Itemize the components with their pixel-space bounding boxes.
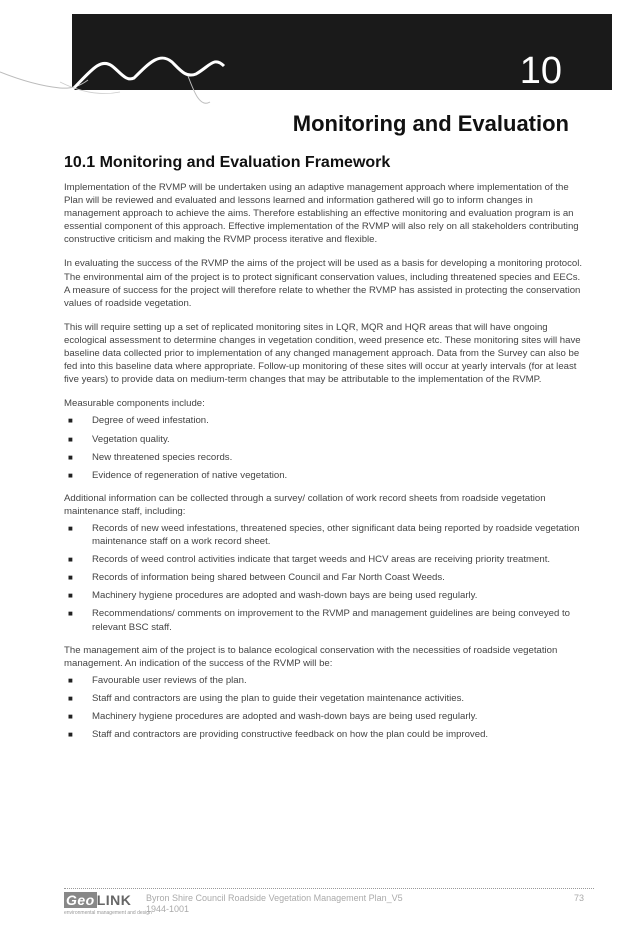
- footer-doc-number: 1944-1001: [146, 904, 190, 914]
- list-item: ■ Evidence of regeneration of native vegetation.: [68, 469, 288, 481]
- section-heading: 10.1 Monitoring and Evaluation Framework: [64, 154, 391, 171]
- paragraph-monitoring-sites: This will require setting up a set of replicated monitoring sites in LQR, MQR and HQR areas that will have ongoing ecological assessment to determine changes in vegetation condition, weed presence etc. These monitoring sites will have baseline data collected prior to implementation of any changed management approach. Data from the Survey can also be fed into this baseline data where appropriate. Follow-up monitoring of these sites will occur at yearly intervals (for at least five years) to provide data on medium-term changes that may be attributable to the implementation of the RVMP.: [64, 321, 581, 386]
- bullet-icon: ■: [68, 712, 73, 721]
- bullet-icon: ■: [68, 693, 73, 703]
- list-item: ■ Staff and contractors are using the plan to guide their vegetation maintenance activities.: [68, 692, 465, 704]
- footer-doc-title: Byron Shire Council Roadside Vegetation Management Plan_V5: [146, 893, 403, 903]
- bullet-icon: ■: [68, 555, 73, 565]
- list-item: ■ Records of information being shared between Council and Far North Coast Weeds.: [68, 572, 445, 584]
- page-number: 73: [573, 893, 584, 903]
- list-item: ■ New threatened species records.: [68, 451, 233, 463]
- measurable-components-list: [64, 414, 584, 481]
- paragraph-measurable-components: Measurable components include:: [64, 398, 205, 410]
- bullet-icon: ■: [68, 573, 73, 583]
- list-item: ■ Favourable user reviews of the plan.: [68, 674, 247, 686]
- bullet-icon: ■: [68, 434, 73, 444]
- paragraph-additional-info: Additional information can be collected through a survey/ collation of work record sheets from roadside vegetation maintenance staff, including:: [64, 492, 546, 517]
- list-item: ■ Records of weed control activities indicate that target weeds and HCV areas are receiving priority treatment.: [68, 554, 551, 566]
- bullet-icon: ■: [68, 452, 73, 462]
- chapter-title: Monitoring and Evaluation: [292, 111, 569, 136]
- logo-tagline: environmental management and design: [64, 910, 152, 916]
- paragraph-evaluation-aims: In evaluating the success of the RVMP the aims of the project will be used as a basis for developing a monitoring protocol. The environmental aim of the project is to protect significant conservation values, including threatened species and EECs. A measure of success for the project will therefore relate to whether the RVMP has assisted in protecting the conservation values of roadside vegetation.: [64, 258, 582, 309]
- list-item: ■ Machinery hygiene procedures are adopted and wash-down bays are being used regularly.: [68, 590, 478, 602]
- paragraph-intro: Implementation of the RVMP will be undertaken using an adaptive management approach where implementation of the Plan will be reviewed and evaluated and lessons learned and information gathered will go to inform changes in management approach to achieve the aims. Therefore establishing an effective monitoring and evaluation program is an essential component of this approach. Effective implementation of the RVMP will also rely on all stakeholders contributing constructive criticism and making the RVMP process iterative and flexible.: [64, 182, 579, 246]
- wave-decoration-icon: [0, 52, 300, 112]
- bullet-icon: ■: [68, 523, 73, 533]
- bullet-icon: ■: [68, 470, 73, 480]
- bullet-icon: ■: [68, 730, 73, 740]
- list-item: ■ Records of new weed infestations, threatened species, other significant data being reported by roadside vegetation maintenance staff on a work record sheet.: [68, 522, 580, 548]
- bullet-icon: ■: [68, 675, 73, 685]
- bullet-icon: ■: [68, 591, 73, 601]
- list-item: ■ Degree of weed infestation.: [68, 415, 209, 427]
- success-indicators-list: [64, 674, 584, 741]
- bullet-icon: ■: [68, 609, 73, 619]
- list-item: ■ Vegetation quality.: [68, 433, 170, 445]
- footer-divider: [64, 888, 594, 889]
- geolink-logo: Geo LINK: [66, 892, 132, 908]
- list-item: ■ Staff and contractors are providing constructive feedback on how the plan could be improved.: [68, 729, 489, 741]
- list-item: ■ Machinery hygiene procedures are adopted and wash-down bays are being used regularly.: [68, 711, 478, 722]
- list-item: ■ Recommendations/ comments on improvement to the RVMP and management guidelines are being conveyed to relevant BSC staff.: [68, 608, 571, 633]
- bullet-icon: ■: [68, 416, 73, 426]
- body-content: [64, 181, 584, 751]
- footer-document-info: [146, 893, 403, 915]
- chapter-number: 10: [519, 50, 562, 92]
- additional-info-list: [64, 522, 584, 634]
- paragraph-management-aim: The management aim of the project is to balance ecological conservation with the necessities of roadside vegetation management. An indication of the success of the RVMP will be:: [64, 644, 558, 669]
